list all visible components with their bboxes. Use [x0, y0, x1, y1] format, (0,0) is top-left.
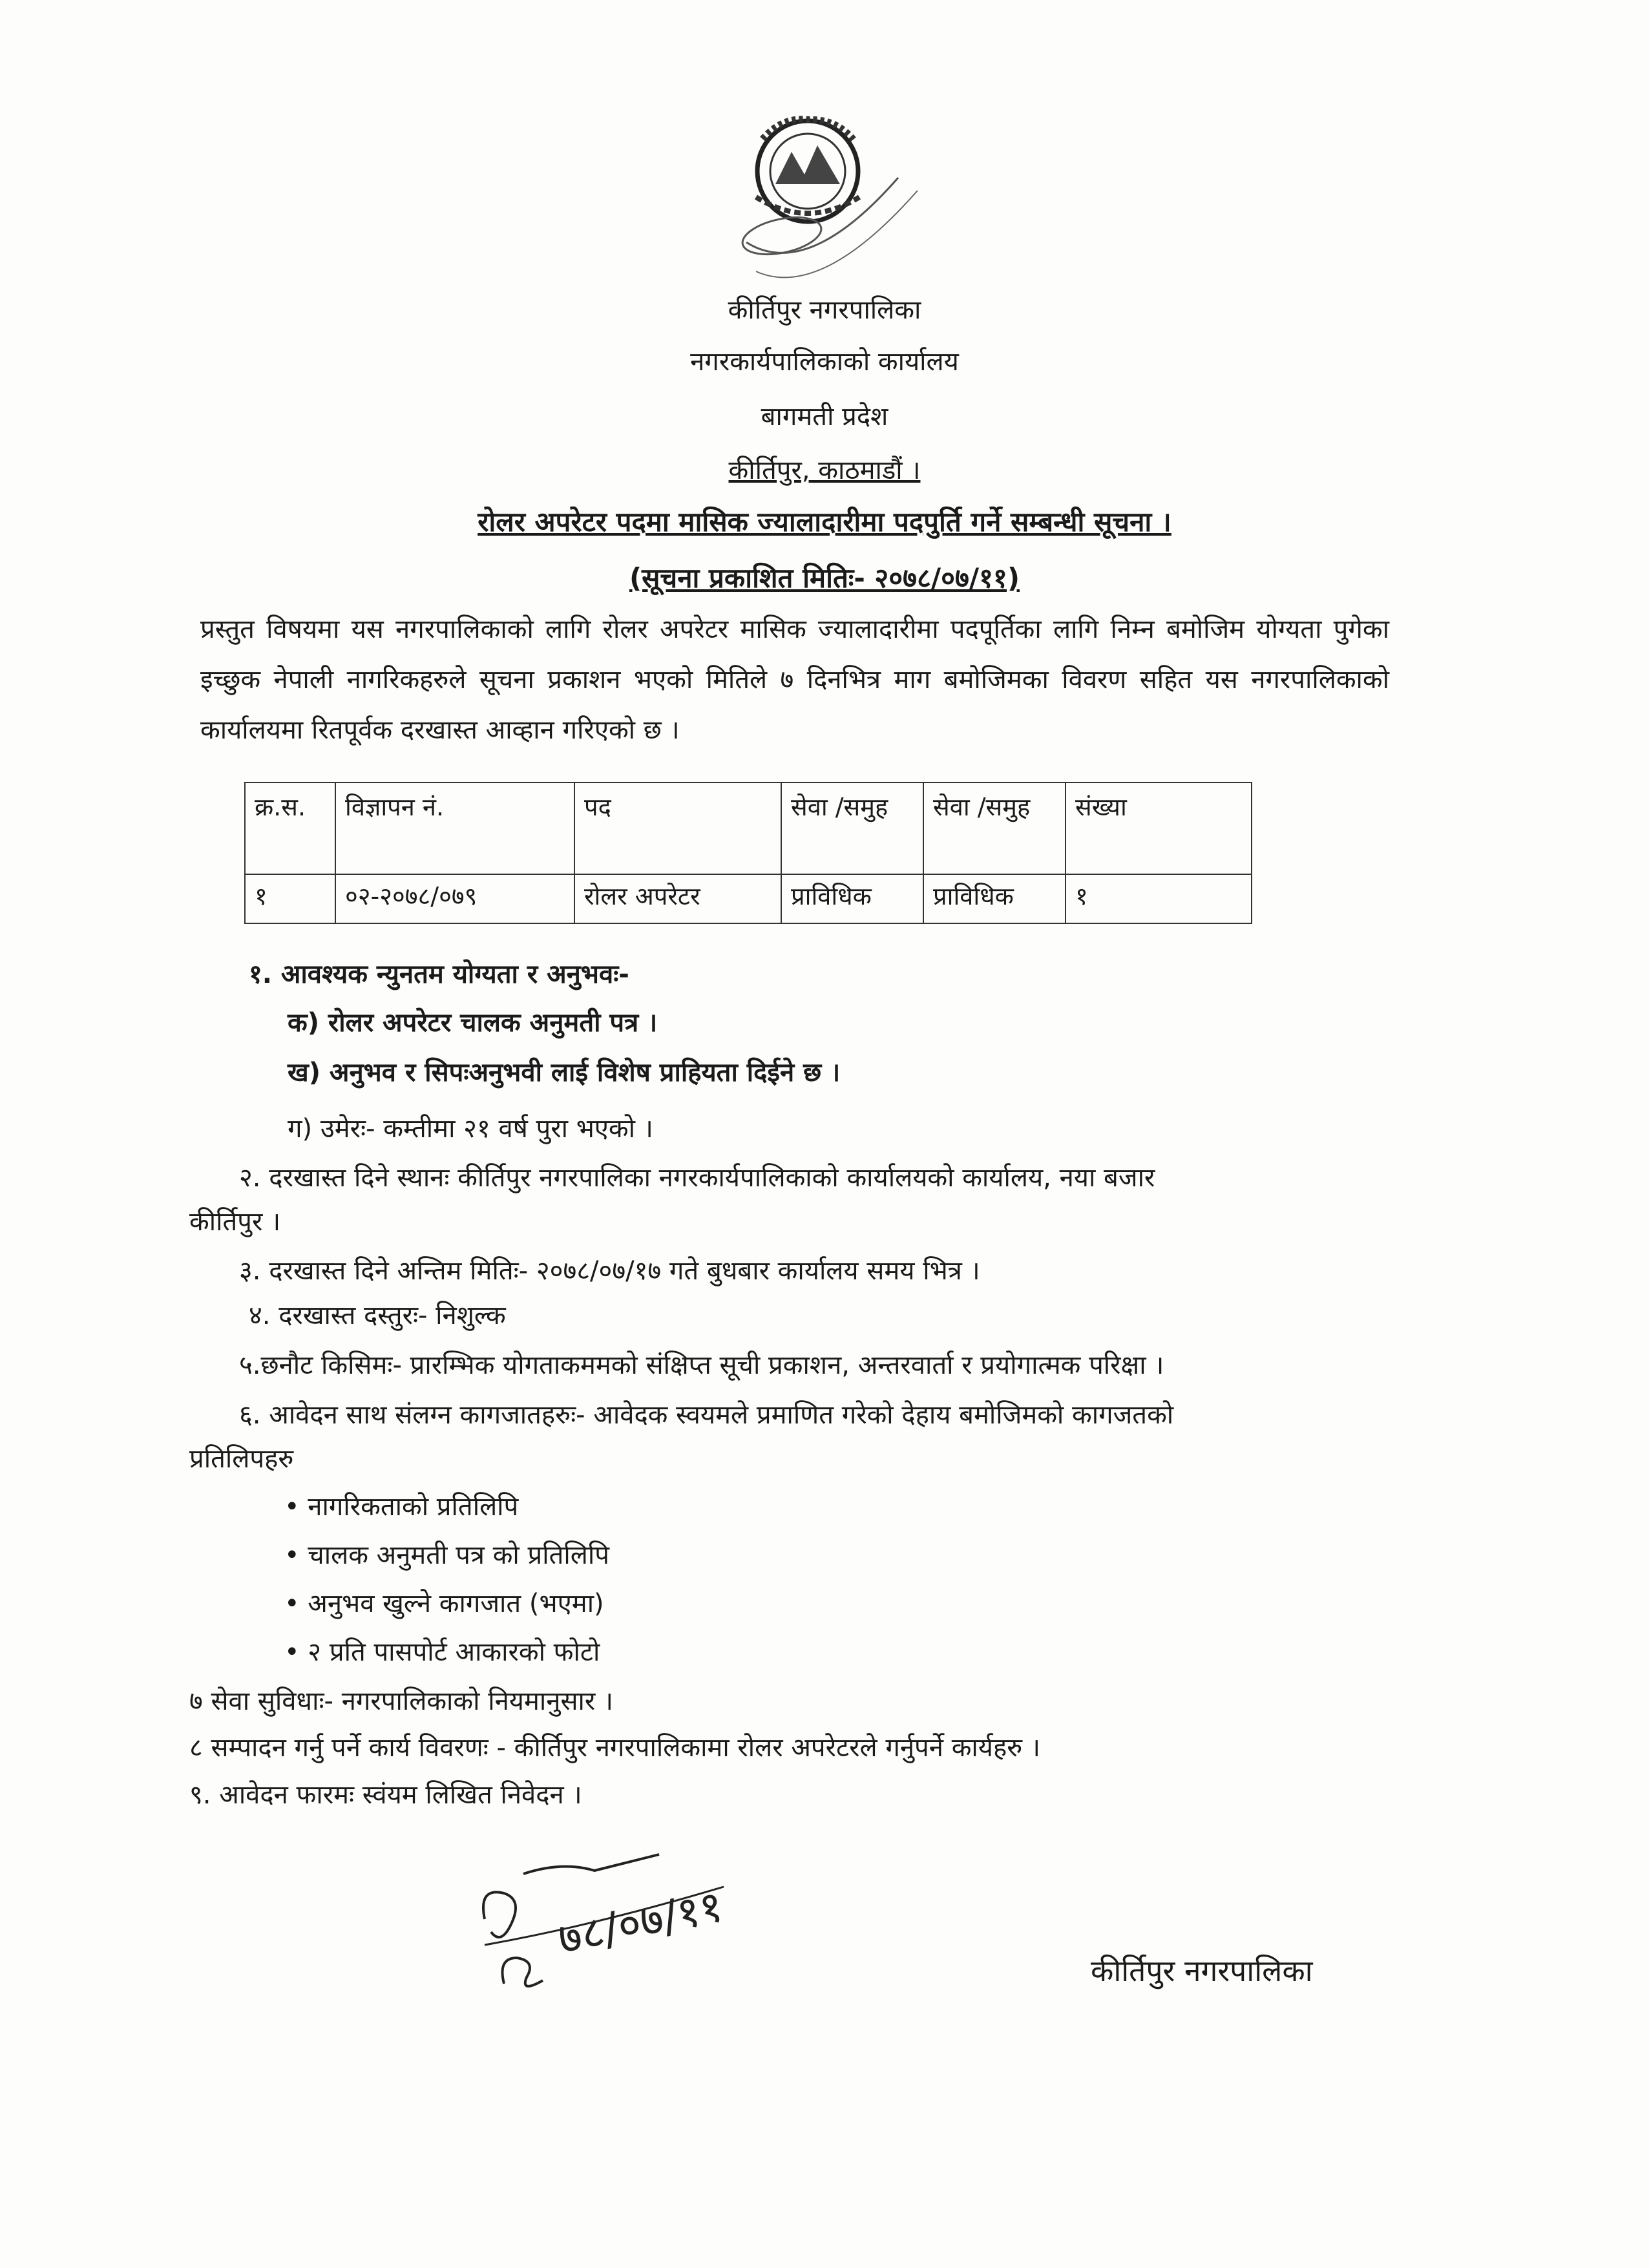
cell-group: प्राविधिक: [923, 874, 1066, 923]
cell-serial: १: [245, 874, 335, 923]
cell-post: रोलर अपरेटर: [574, 874, 781, 923]
vacancy-table: [244, 782, 1252, 924]
signature-date: ७८/०७/११: [554, 1880, 728, 1966]
section-7: ७ सेवा सुविधाः- नगरपालिकाको नियमानुसार ।: [189, 1686, 614, 1716]
office-subtitle: नगरकार्यपालिकाको कार्यालय: [690, 347, 959, 377]
section-8: ८ सम्पादन गर्नु पर्ने कार्य विवरणः - कीर्तिपुर नगरपालिकामा रोलर अपरेटरले गर्नुपर्ने कार्यहरु ।: [189, 1733, 1041, 1763]
col-service-group: सेवा /समुह: [781, 782, 923, 874]
signatory-name: कीर्तिपुर नगरपालिका: [1091, 1953, 1313, 1988]
section-1a: क) रोलर अपरेटर चालक अनुमती पत्र ।: [288, 1008, 658, 1038]
section-1b: ख) अनुभव र सिपःअनुभवी लाई विशेष प्राहियता दिईने छ ।: [288, 1058, 841, 1087]
section-2: २. दरखास्त दिने स्थानः कीर्तिपुर नगरपालिका नगरकार्यपालिकाको कार्यालयको कार्यालय, नया बजार: [239, 1163, 1155, 1193]
location-text: कीर्तिपुर, काठमाडौं ।: [728, 456, 921, 485]
list-item: • २ प्रति पासपोर्ट आकारको फोटो: [284, 1637, 600, 1667]
col-post: पद: [574, 782, 781, 874]
cell-service: प्राविधिक: [781, 874, 923, 923]
section-1c: ग) उमेरः- कम्तीमा २१ वर्ष पुरा भएको ।: [288, 1114, 653, 1144]
publication-date-text: (सूचना प्रकाशित मितिः- २०७८/०७/११): [629, 562, 1020, 594]
section-9: ९. आवेदन फारमः स्वंयम लिखित निवेदन ।: [189, 1780, 582, 1810]
intro-paragraph: प्रस्तुत विषयमा यस नगरपालिकाको लागि रोलर अपरेटर मासिक ज्यालादारीमा पदपूर्तिका लागि निम्न बमोजिम योग्यता पुगेका इच्छुक नेपाली नागरिकहरुले सूचना प्रकाशन भएको मितिले ७ दिनभित्र माग बमोजिमका विवरण सहित यस नगरपालिकाको कार्यालयमा रितपूर्वक दरखास्त आव्हान गरिएको छ ।: [200, 614, 1389, 745]
col-serial: क्र.स.: [245, 782, 335, 874]
section-2-cont: कीर्तिपुर ।: [189, 1207, 281, 1237]
cell-ad-number: ०२-२०७८/०७९: [335, 874, 574, 923]
table-header-row: [245, 782, 1252, 874]
col-count: संख्या: [1066, 782, 1252, 874]
location: [0, 451, 1649, 487]
col-service-group-2: सेवा /समुह: [923, 782, 1066, 874]
section-1-title: १. आवश्यक न्युनतम योग्यता र अनुभवः-: [249, 960, 629, 989]
list-item: • चालक अनुमती पत्र को प्रतिलिपि: [284, 1540, 609, 1570]
section-6: ६. आवेदन साथ संलग्न कागजातहरुः- आवेदक स्वयमले प्रमाणित गरेको देहाय बमोजिमको कागजतको: [239, 1400, 1174, 1430]
section-5: ५.छनौट किसिमः- प्रारम्भिक योगताकममको संक्षिप्त सूची प्रकाशन, अन्तरवार्ता र प्रयोगात्मक परिक्षा ।: [239, 1350, 1164, 1380]
handwritten-signature: [465, 1848, 801, 1997]
col-ad-number: विज्ञापन नं.: [335, 782, 574, 874]
table-row: [245, 874, 1252, 923]
list-item: • अनुभव खुल्ने कागजात (भएमा): [284, 1589, 604, 1619]
section-4: ४. दरखास्त दस्तुरः- निशुल्क: [249, 1301, 506, 1330]
section-6-cont: प्रतिलिपहरु: [189, 1444, 294, 1474]
office-name: कीर्तिपुर नगरपालिका: [728, 295, 921, 325]
list-item: • नागरिकताको प्रतिलिपि: [284, 1492, 519, 1522]
publication-date: [0, 559, 1649, 596]
notice-subject-text: रोलर अपरेटर पदमा मासिक ज्यालादारीमा पदपुर्ति गर्ने सम्बन्धी सूचना ।: [478, 506, 1171, 538]
province: बागमती प्रदेश: [761, 402, 888, 432]
section-3: ३. दरखास्त दिने अन्तिम मितिः- २०७८/०७/१७ गते बुधबार कार्यालय समय भित्र ।: [239, 1256, 980, 1286]
cell-count: १: [1066, 874, 1252, 923]
notice-subject: [0, 503, 1649, 540]
